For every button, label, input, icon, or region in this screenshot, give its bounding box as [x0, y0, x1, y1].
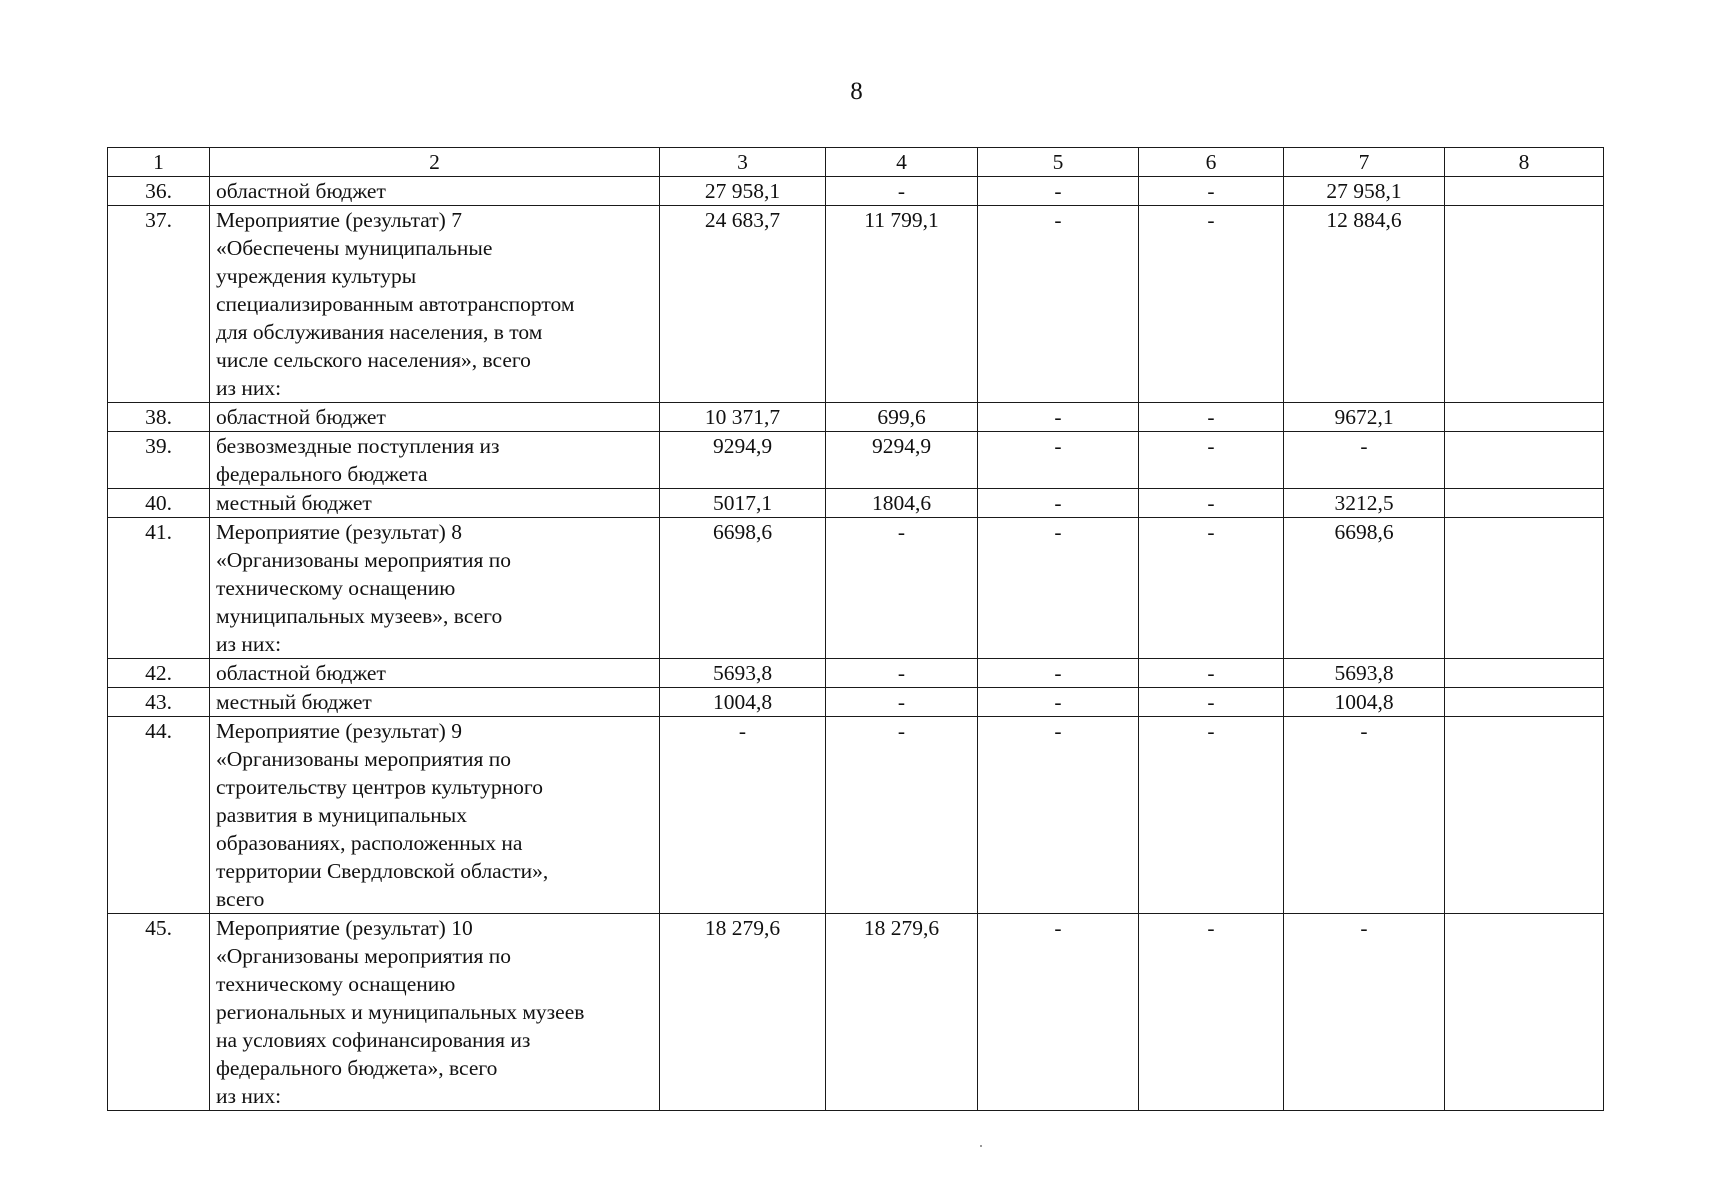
value-cell-c4: 9294,9 — [826, 432, 978, 489]
row-number-cell: 39. — [108, 432, 210, 489]
value-cell-c7: 12 884,6 — [1284, 206, 1445, 403]
row-number-cell: 40. — [108, 489, 210, 518]
value-cell-c8 — [1445, 914, 1604, 1111]
row-label-line: «Обеспечены муниципальные — [216, 236, 493, 260]
row-label-line: для обслуживания населения, в том — [216, 320, 543, 344]
value-cell-c7: 5693,8 — [1284, 659, 1445, 688]
row-label-cell — [210, 489, 660, 518]
row-label-line: федерального бюджета — [216, 462, 428, 486]
column-header: 8 — [1445, 148, 1604, 177]
row-label-line: из них: — [216, 632, 282, 656]
value-cell-c6: - — [1139, 717, 1284, 914]
row-label-line: местный бюджет — [216, 690, 372, 714]
row-label-line: учреждения культуры — [216, 264, 417, 288]
row-label-cell — [210, 206, 660, 403]
value-cell-c6: - — [1139, 432, 1284, 489]
row-number-cell: 38. — [108, 403, 210, 432]
value-cell-c8 — [1445, 403, 1604, 432]
table-header-row — [108, 148, 1604, 177]
value-cell-c4: 699,6 — [826, 403, 978, 432]
row-number-cell: 37. — [108, 206, 210, 403]
value-cell-c8 — [1445, 688, 1604, 717]
row-label-cell — [210, 717, 660, 914]
row-label-line: федерального бюджета», всего — [216, 1056, 498, 1080]
column-header: 5 — [978, 148, 1139, 177]
value-cell-c8 — [1445, 206, 1604, 403]
row-label-line: региональных и муниципальных музеев — [216, 1000, 585, 1024]
row-label-cell — [210, 659, 660, 688]
value-cell-c6: - — [1139, 518, 1284, 659]
value-cell-c5: - — [978, 659, 1139, 688]
row-label-line: техническому оснащению — [216, 972, 456, 996]
row-label-line: «Организованы мероприятия по — [216, 548, 511, 572]
row-label-line: местный бюджет — [216, 491, 372, 515]
value-cell-c3: 24 683,7 — [660, 206, 826, 403]
column-header: 3 — [660, 148, 826, 177]
row-label-line: «Организованы мероприятия по — [216, 944, 511, 968]
value-cell-c5: - — [978, 432, 1139, 489]
value-cell-c6: - — [1139, 659, 1284, 688]
value-cell-c7: 9672,1 — [1284, 403, 1445, 432]
table-row — [108, 177, 1604, 206]
row-number-cell: 36. — [108, 177, 210, 206]
row-label-cell — [210, 177, 660, 206]
value-cell-c5: - — [978, 489, 1139, 518]
table-body — [108, 148, 1604, 1111]
row-number-cell: 45. — [108, 914, 210, 1111]
row-label-line: из них: — [216, 376, 282, 400]
column-header: 2 — [210, 148, 660, 177]
row-label-line: специализированным автотранспортом — [216, 292, 575, 316]
value-cell-c3: 5017,1 — [660, 489, 826, 518]
value-cell-c6: - — [1139, 206, 1284, 403]
value-cell-c4: 1804,6 — [826, 489, 978, 518]
value-cell-c5: - — [978, 717, 1139, 914]
column-header: 7 — [1284, 148, 1445, 177]
row-label-line: безвозмездные поступления из — [216, 434, 500, 458]
value-cell-c6: - — [1139, 403, 1284, 432]
table-row — [108, 717, 1604, 914]
value-cell-c5: - — [978, 206, 1139, 403]
value-cell-c3: 9294,9 — [660, 432, 826, 489]
value-cell-c3: - — [660, 717, 826, 914]
row-label-line: «Организованы мероприятия по — [216, 747, 511, 771]
value-cell-c8 — [1445, 177, 1604, 206]
row-label-cell — [210, 432, 660, 489]
budget-table — [107, 147, 1604, 1111]
column-header: 4 — [826, 148, 978, 177]
row-label-line: числе сельского населения», всего — [216, 348, 531, 372]
scan-artifact — [980, 1145, 982, 1147]
value-cell-c4: 18 279,6 — [826, 914, 978, 1111]
table-row — [108, 659, 1604, 688]
row-label-line: на условиях софинансирования из — [216, 1028, 531, 1052]
value-cell-c3: 6698,6 — [660, 518, 826, 659]
row-number-cell: 43. — [108, 688, 210, 717]
value-cell-c6: - — [1139, 688, 1284, 717]
value-cell-c5: - — [978, 914, 1139, 1111]
value-cell-c4: 11 799,1 — [826, 206, 978, 403]
value-cell-c5: - — [978, 177, 1139, 206]
row-number-cell: 44. — [108, 717, 210, 914]
row-label-cell — [210, 403, 660, 432]
value-cell-c3: 5693,8 — [660, 659, 826, 688]
value-cell-c7: 6698,6 — [1284, 518, 1445, 659]
row-label-line: из них: — [216, 1084, 282, 1108]
value-cell-c4: - — [826, 177, 978, 206]
row-label-line: областной бюджет — [216, 405, 386, 429]
row-label-line: техническому оснащению — [216, 576, 456, 600]
row-label-cell — [210, 518, 660, 659]
row-label-line: Мероприятие (результат) 10 — [216, 916, 473, 940]
value-cell-c4: - — [826, 518, 978, 659]
value-cell-c8 — [1445, 489, 1604, 518]
value-cell-c5: - — [978, 518, 1139, 659]
table-row — [108, 432, 1604, 489]
table-row — [108, 206, 1604, 403]
row-label-cell — [210, 688, 660, 717]
value-cell-c7: - — [1284, 914, 1445, 1111]
table-row — [108, 518, 1604, 659]
row-label-line: образованиях, расположенных на — [216, 831, 523, 855]
row-number-cell: 42. — [108, 659, 210, 688]
value-cell-c4: - — [826, 659, 978, 688]
column-header: 1 — [108, 148, 210, 177]
value-cell-c7: 3212,5 — [1284, 489, 1445, 518]
row-label-line: строительству центров культурного — [216, 775, 543, 799]
row-label-line: областной бюджет — [216, 661, 386, 685]
value-cell-c7: - — [1284, 432, 1445, 489]
value-cell-c8 — [1445, 518, 1604, 659]
value-cell-c7: - — [1284, 717, 1445, 914]
row-label-line: муниципальных музеев», всего — [216, 604, 503, 628]
row-label-line: областной бюджет — [216, 179, 386, 203]
value-cell-c4: - — [826, 688, 978, 717]
table-row — [108, 914, 1604, 1111]
value-cell-c4: - — [826, 717, 978, 914]
value-cell-c3: 18 279,6 — [660, 914, 826, 1111]
row-label-line: Мероприятие (результат) 7 — [216, 208, 462, 232]
value-cell-c5: - — [978, 403, 1139, 432]
row-label-line: Мероприятие (результат) 9 — [216, 719, 462, 743]
row-label-line: территории Свердловской области», — [216, 859, 549, 883]
table-row — [108, 489, 1604, 518]
row-number-cell: 41. — [108, 518, 210, 659]
table-row — [108, 688, 1604, 717]
value-cell-c8 — [1445, 432, 1604, 489]
table-row — [108, 403, 1604, 432]
value-cell-c3: 10 371,7 — [660, 403, 826, 432]
value-cell-c8 — [1445, 717, 1604, 914]
row-label-line: всего — [216, 887, 265, 911]
value-cell-c6: - — [1139, 489, 1284, 518]
row-label-line: Мероприятие (результат) 8 — [216, 520, 462, 544]
value-cell-c8 — [1445, 659, 1604, 688]
value-cell-c6: - — [1139, 914, 1284, 1111]
page-number: 8 — [850, 78, 863, 105]
value-cell-c3: 27 958,1 — [660, 177, 826, 206]
row-label-cell — [210, 914, 660, 1111]
row-label-line: развития в муниципальных — [216, 803, 467, 827]
value-cell-c7: 1004,8 — [1284, 688, 1445, 717]
value-cell-c3: 1004,8 — [660, 688, 826, 717]
value-cell-c5: - — [978, 688, 1139, 717]
value-cell-c7: 27 958,1 — [1284, 177, 1445, 206]
value-cell-c6: - — [1139, 177, 1284, 206]
column-header: 6 — [1139, 148, 1284, 177]
